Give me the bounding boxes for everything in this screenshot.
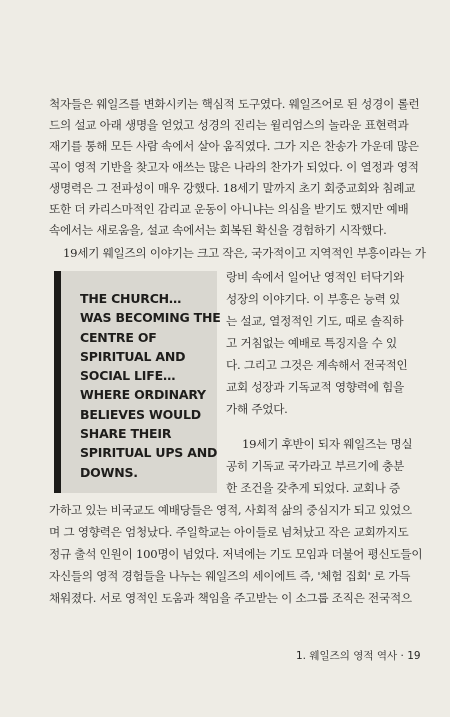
pull-quote-line: DOWNS.: [80, 464, 138, 480]
body-text-line: 곡이 영적 기반을 찾고자 애쓰는 많은 나라의 찬가가 되었다. 이 열정과 영적: [49, 160, 419, 174]
body-text-line: 교회 성장과 기독교적 영향력에 힘을: [226, 380, 404, 394]
pull-quote-line: BELIEVES WOULD: [80, 406, 201, 422]
pull-quote-line: CENTRE OF: [80, 329, 157, 345]
pull-quote-line: SOCIAL LIFE…: [80, 368, 176, 384]
body-text-line: 성장의 이야기다. 이 부흥은 능력 있: [226, 292, 400, 306]
pull-quote-line: WAS BECOMING THE: [80, 310, 221, 326]
body-text-line: 재기를 통해 모든 사람 속에서 살아 움직였다. 그가 지은 찬송가 가운데 많은: [49, 139, 419, 153]
body-text-line: 는 설교, 열정적인 기도, 때로 솔직하: [226, 314, 404, 328]
body-text-line: 19세기 웨일즈의 이야기는 크고 작은, 국가적이고 지역적인 부흥이라는 가: [63, 246, 426, 260]
body-text-line: 고 거침없는 예배로 특징지을 수 있: [226, 336, 397, 350]
pull-quote-line: SHARE THEIR: [80, 426, 172, 442]
body-text-line: 며 그 영향력은 엄청났다. 주일학교는 아이들로 넘쳐났고 작은 교회까지도: [49, 525, 409, 539]
pull-quote-line: SPIRITUAL UPS AND: [80, 445, 218, 461]
body-text-line: 가해 주었다.: [226, 402, 288, 416]
body-text-line: 생명력은 그 전파성이 매우 강했다. 18세기 말까지 초기 회중교회와 침례교: [49, 181, 416, 195]
body-text-line: 드의 설교 아래 생명을 얻었고 성경의 진리는 윌리엄스의 놀라운 표현력과: [49, 118, 409, 132]
body-text-line: 채워졌다. 서로 영적인 도움과 책임을 주고받는 이 소그룹 조직은 전국적으: [49, 591, 412, 605]
pull-quote-text: [80, 289, 221, 482]
pull-quote-box: [54, 271, 221, 493]
pull-quote-line: WHERE ORDINARY: [80, 387, 206, 403]
body-text-line: 자신들의 영적 경험들을 나누는 웨일즈의 세이에트 즉, '체험 집회' 로 가득: [49, 569, 411, 583]
body-text-line: 랑비 속에서 일어난 영적인 터닥기와: [226, 270, 404, 284]
body-text-line: 또한 더 카리스마적인 감리교 운동이 아니냐는 의심을 받기도 했지만 예배: [49, 202, 409, 216]
body-text-line: 정규 출석 인원이 100명이 넘었다. 저녁에는 기도 모임과 더불어 평신도들이: [49, 547, 423, 561]
pull-quote-bar: [54, 271, 61, 493]
body-text-line: 공히 기독교 국가라고 부르기에 충분: [226, 459, 404, 473]
pull-quote-line: THE CHURCH…: [80, 291, 182, 306]
pull-quote-line: SPIRITUAL AND: [80, 348, 186, 364]
body-text-line: 가하고 있는 비국교도 예배당들은 영적, 사회적 삶의 중심지가 되고 있었으: [49, 503, 412, 517]
body-text-line: 속에서는 새로움을, 설교 속에서는 회복된 확신을 경험하기 시작했다.: [49, 223, 387, 237]
body-text-line: 다. 그리고 그것은 계속해서 전국적인: [226, 358, 408, 372]
body-text-line: 한 조건을 갖추게 되었다. 교회나 증: [226, 481, 400, 495]
body-text-line: 19세기 후반이 되자 웨일즈는 명실: [242, 437, 413, 451]
running-footer: 1. 웨일즈의 영적 역사 · 19: [296, 650, 421, 662]
body-text-line: 척자들은 웨일즈를 변화시키는 핵심적 도구였다. 웨일즈어로 된 성경이 롤런: [49, 97, 420, 111]
